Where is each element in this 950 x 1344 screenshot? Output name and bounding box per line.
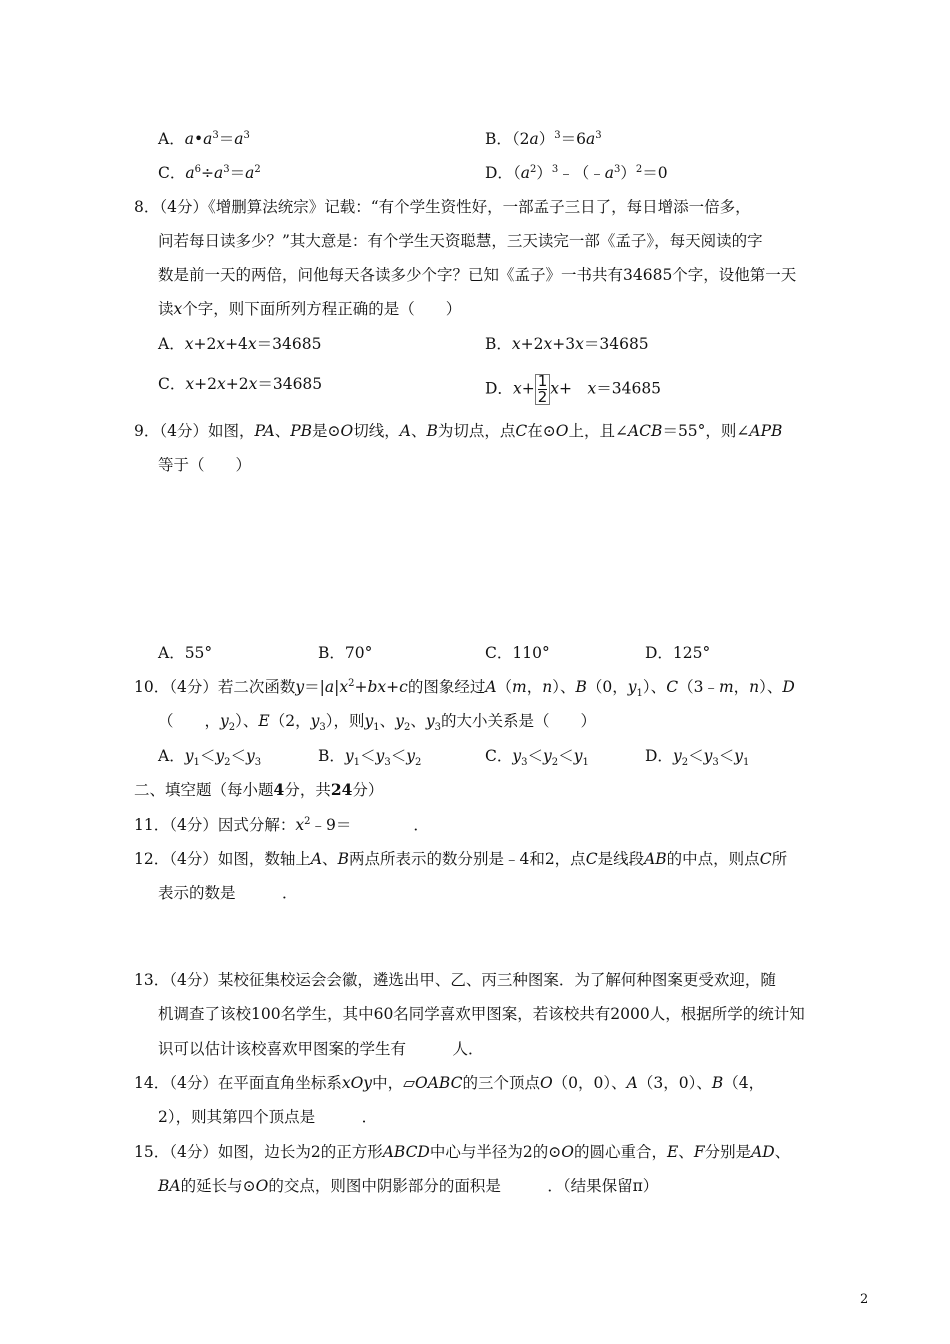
q14-stem-line1: 14．（4分）在平面直角坐标系xOy中，▱OABC的三个顶点O（0，0）、A（3，0）、B（4， (134, 1074, 765, 1092)
q15-stem-line2: BA的延长与⊙O的交点，则图中阴影部分的面积是 ．（结果保留π） (158, 1177, 659, 1195)
q10-stem-line2: （ ，$y_2$）、E（2，$y_3$），则$y_1$、$y_2$、$y_3$的大小关系是（ ） (158, 712, 596, 733)
q12-stem-line1: 12．（4分）如图，数轴上A、B两点所表示的数分别是﹣4和2，点C是线段AB的中点，则点C所 (134, 850, 788, 868)
q9-option-c: C．110° (485, 644, 550, 662)
q9-stem-line1: 9．（4分）如图，PA、PB是⊙O切线，A、B为切点，点C在⊙O上，且∠ACB＝55°，则∠APB (134, 422, 783, 440)
q10-stem-line1: 10．（4分）若二次函数$y=|a|x^2+bx+c$的图象经过A（m，n）、B（0，$y_1$）、C（3﹣m，n）、D (134, 678, 795, 699)
q10-option-d: D．$y_2<y_3<y_1$ (645, 747, 750, 768)
q14-stem-line2: 2），则其第四个顶点是 ． (158, 1108, 378, 1126)
q8-option-c: C．x+2x+2x＝34685 (158, 375, 323, 393)
section-heading-fill-in: 二、填空题（每小题4分，共24分） (134, 780, 384, 799)
q7-option-b: B．$(2a)^3=6a^3$ (485, 130, 602, 148)
q9-option-d: D．125° (645, 644, 711, 662)
q10-option-c: C．$y_3<y_2<y_1$ (485, 747, 589, 768)
q8-option-a: A．x+2x+4x＝34685 (158, 335, 322, 353)
page-number: 2 (860, 1292, 869, 1307)
q8-stem-line2: 问若每日读多少？”其大意是：有个学生天资聪慧，三天读完一部《孟子》，每天阅读的字 (158, 232, 763, 250)
q11-stem: 11．（4分）因式分解：$x^2﹣9=$ ． (134, 816, 429, 834)
q13-stem-line2: 机调查了该校100名学生，其中60名同学喜欢甲图案，若该校共有2000人，根据所学的统计知 (158, 1005, 805, 1023)
q7-option-a: A．$a•a^3=a^3$ (158, 130, 250, 148)
q9-option-b: B．70° (318, 644, 373, 662)
q8-stem-line3: 数是前一天的两倍，问他每天各读多少个字？已知《孟子》一书共有34685个字，设他第一天 (158, 266, 797, 284)
q7-option-c: C．$a^6\div a^3=a^2$ (158, 164, 261, 182)
q8-option-b: B．x+2x+3x＝34685 (485, 335, 649, 353)
q12-stem-line2: 表示的数是 ． (158, 884, 298, 902)
q10-option-b: B．$y_1<y_3<y_2$ (318, 747, 422, 768)
q9-option-a: A．55° (158, 644, 213, 662)
q9-stem-line2: 等于（ ） (158, 456, 252, 474)
q10-option-a: A．$y_1<y_2<y_3$ (158, 747, 262, 768)
fraction-one-half: $\frac{1}{2}$ (535, 374, 551, 405)
q13-stem-line3: 识可以估计该校喜欢甲图案的学生有 人． (158, 1040, 484, 1058)
q13-stem-line1: 13．（4分）某校征集校运会会徽，遴选出甲、乙、丙三种图案．为了解何种图案更受欢迎，随 (134, 971, 776, 989)
q8-option-d: D．x+ $\frac{1}{2}$ x+ x＝34685 (485, 372, 662, 406)
q15-stem-line1: 15．（4分）如图，边长为2的正方形ABCD中心与半径为2的⊙O的圆心重合，E、F分别是AD、 (134, 1143, 791, 1161)
q7-option-d: D．$(a^2)^3﹣(﹣a^3)^2=0$ (485, 164, 668, 182)
q8-stem-line4: 读x个字，则下面所列方程正确的是（ ） (158, 300, 462, 318)
q8-stem-line1: 8．（4分）《增删算法统宗》记载：“有个学生资性好，一部孟子三日了，每日增添一倍多， (134, 198, 751, 216)
